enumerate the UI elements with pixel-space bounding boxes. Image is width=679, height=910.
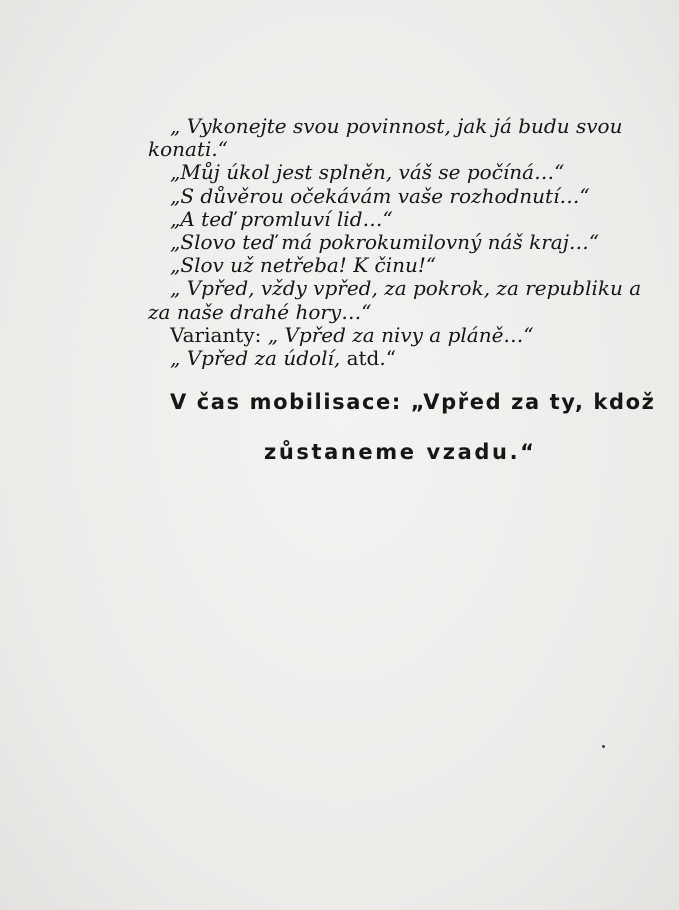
poem-line: „Slov už netřeba! K činu!“	[170, 253, 437, 278]
ink-speck	[602, 745, 605, 748]
variants-line	[148, 324, 648, 347]
poem-line: „S důvěrou očekávám vaše rozhodnutí…“	[170, 183, 590, 208]
poem-line-text: „ Vpřed za údolí,	[170, 346, 347, 371]
mobilisation-heading-line2: zůstaneme vzadu.“	[264, 440, 537, 464]
poem-line: za naše drahé hory…“	[148, 299, 372, 324]
poem-line: „ Vykonejte svou povinnost, jak já budu svou	[170, 114, 623, 138]
poem-line: „ Vpřed, vždy vpřed, za pokrok, za republiku a	[170, 276, 642, 301]
variants-label: Varianty:	[170, 322, 268, 347]
poem-line	[148, 347, 648, 370]
quotation-block	[148, 115, 648, 370]
mobilisation-heading-line1: V čas mobilisace: „Vpřed za ty, kdož	[170, 390, 656, 414]
poem-line: „Můj úkol jest splněn, váš se počíná…“	[170, 160, 565, 185]
poem-line: konati.“	[148, 137, 228, 162]
poem-line: „A teď promluví lid…“	[170, 206, 393, 231]
variants-text: „ Vpřed za nivy a pláně…“	[267, 322, 534, 347]
poem-line-tail: atd.“	[346, 346, 396, 371]
poem-line: „Slovo teď má pokrokumilovný náš kraj…“	[170, 230, 600, 255]
